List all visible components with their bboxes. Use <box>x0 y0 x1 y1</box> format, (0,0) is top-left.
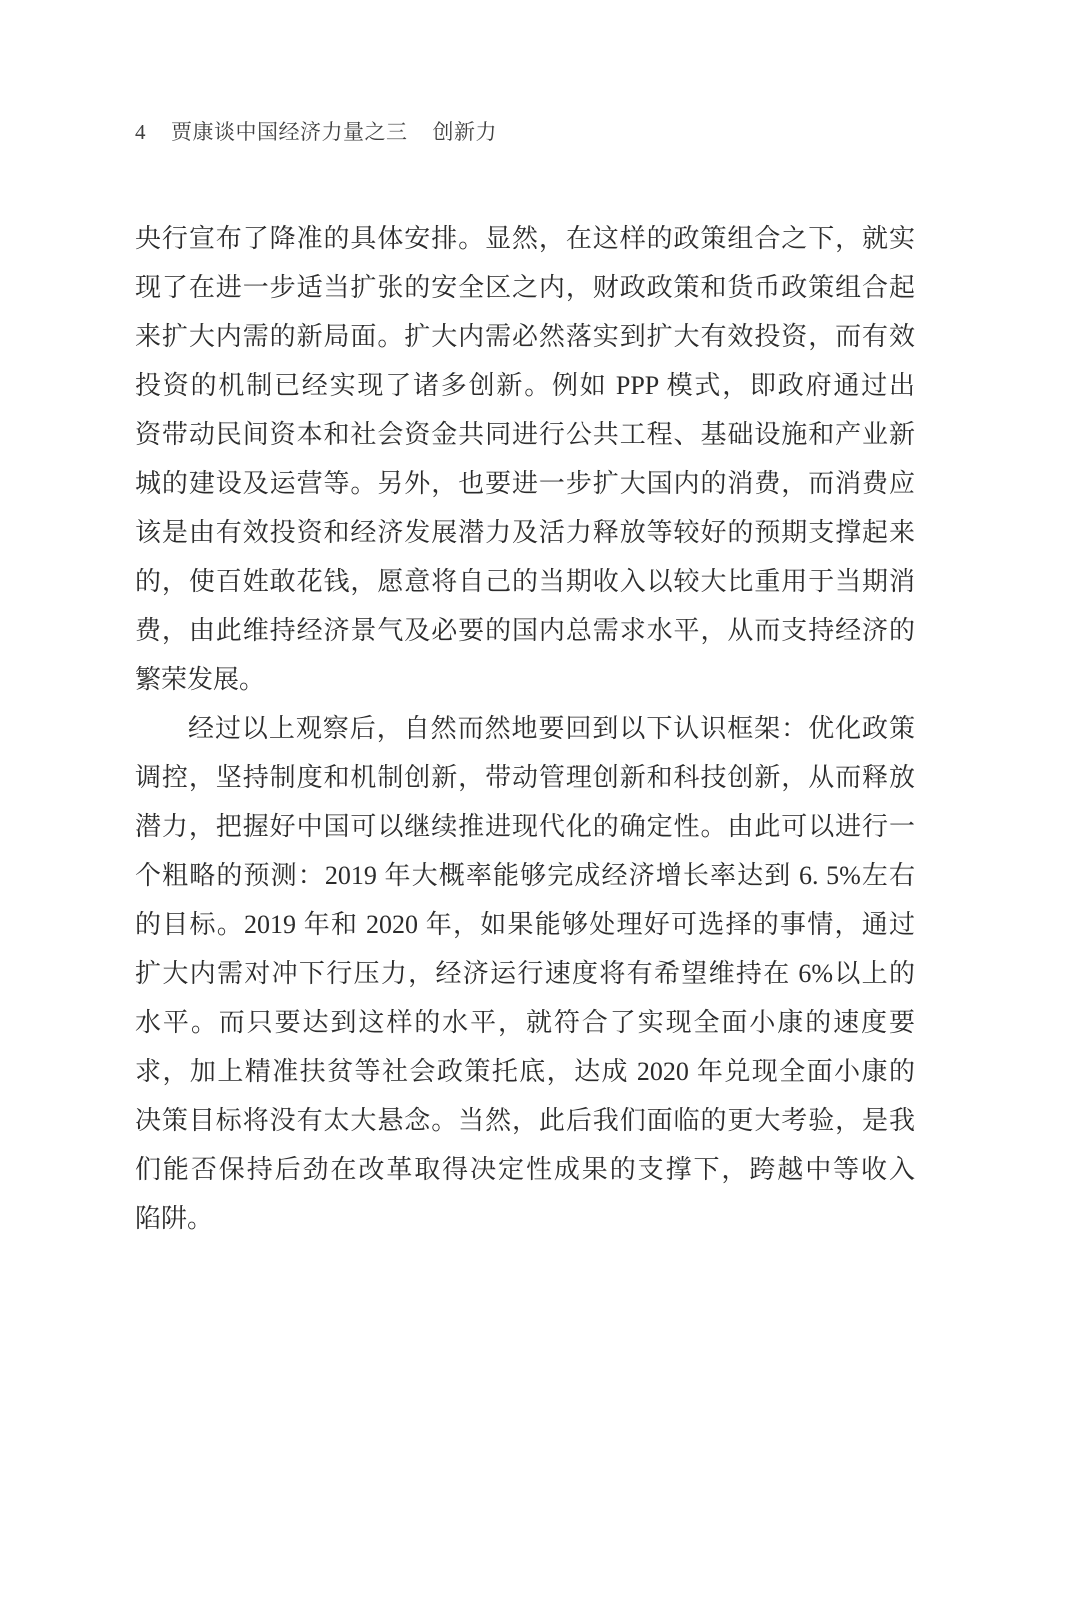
page-body <box>135 214 915 1243</box>
text-line: 资带动民间资本和社会资金共同进行公共工程、基础设施和产业新 <box>135 420 915 449</box>
text-line: 该是由有效投资和经济发展潜力及活力释放等较好的预期支撑起来 <box>135 518 915 547</box>
text-line: 来扩大内需的新局面。扩大内需必然落实到扩大有效投资，而有效 <box>135 322 915 351</box>
paragraph <box>135 214 915 704</box>
text-line: 潜力，把握好中国可以继续推进现代化的确定性。由此可以进行一 <box>135 812 915 841</box>
text-line: 求，加上精准扶贫等社会政策托底，达成 2020 年兑现全面小康的 <box>135 1057 915 1086</box>
text-line: 的目标。2019 年和 2020 年，如果能够处理好可选择的事情，通过 <box>135 910 915 939</box>
running-header <box>135 119 915 145</box>
book-title: 贾康谈中国经济力量之三 <box>171 120 408 144</box>
text-line: 繁荣发展。 <box>135 665 266 694</box>
text-line: 决策目标将没有太大悬念。当然，此后我们面临的更大考验，是我 <box>135 1106 915 1135</box>
text-line: 现了在进一步适当扩张的安全区之内，财政政策和货币政策组合起 <box>135 273 915 302</box>
text-line: 城的建设及运营等。另外，也要进一步扩大国内的消费，而消费应 <box>135 469 915 498</box>
text-line: 陷阱。 <box>135 1204 214 1233</box>
chapter-title: 创新力 <box>432 120 497 144</box>
text-line: 调控，坚持制度和机制创新，带动管理创新和科技创新，从而释放 <box>135 763 915 792</box>
text-line: 费，由此维持经济景气及必要的国内总需求水平，从而支持经济的 <box>135 616 915 645</box>
text-line: 们能否保持后劲在改革取得决定性成果的支撑下，跨越中等收入 <box>135 1155 915 1184</box>
text-line: 个粗略的预测：2019 年大概率能够完成经济增长率达到 6. 5%左右 <box>135 861 915 890</box>
text-line: 经过以上观察后，自然而然地要回到以下认识框架：优化政策 <box>188 714 915 743</box>
text-line: 投资的机制已经实现了诸多创新。例如 PPP 模式，即政府通过出 <box>135 371 915 400</box>
text-line: 央行宣布了降准的具体安排。显然，在这样的政策组合之下，就实 <box>135 224 915 253</box>
text-line: 的，使百姓敢花钱，愿意将自己的当期收入以较大比重用于当期消 <box>135 567 915 596</box>
paragraph <box>135 704 915 1243</box>
text-line: 水平。而只要达到这样的水平，就符合了实现全面小康的速度要 <box>135 1008 915 1037</box>
text-line: 扩大内需对冲下行压力，经济运行速度将有希望维持在 6%以上的 <box>135 959 915 988</box>
page-number: 4 <box>135 120 146 144</box>
